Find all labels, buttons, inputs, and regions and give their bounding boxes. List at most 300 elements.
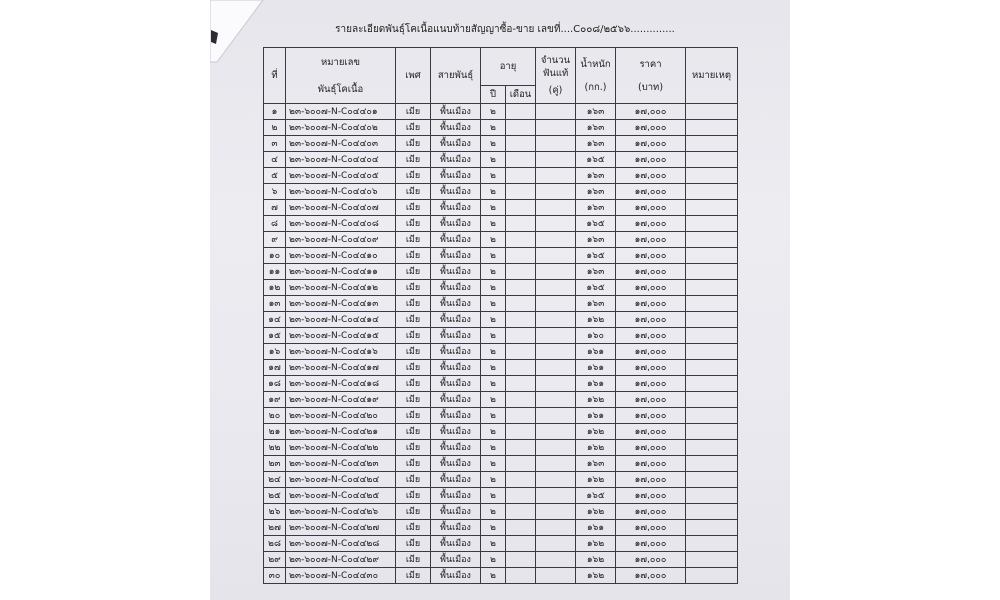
weight-cell: ๑๖๑ [576,408,616,424]
sex-cell: เมีย [396,520,431,536]
sex-cell: เมีย [396,248,431,264]
table-row [264,376,738,392]
cattle-id: ๒๓-๖๐๐๗-N-C๐๔๔๒๕ [286,488,396,504]
table-row [264,200,738,216]
row-number: ๓๐ [264,568,286,584]
weight-cell: ๑๖๒ [576,536,616,552]
cattle-id: ๒๓-๖๐๐๗-N-C๐๔๔๐๓ [286,136,396,152]
header-sex: เพศ [396,48,431,104]
cattle-id: ๒๓-๖๐๐๗-N-C๐๔๔๐๔ [286,152,396,168]
remarks-cell [686,488,738,504]
age-years-cell: ๒ [481,392,506,408]
cattle-id: ๒๓-๖๐๐๗-N-C๐๔๔๐๒ [286,120,396,136]
sex-cell: เมีย [396,216,431,232]
breed-cell: พื้นเมือง [431,472,481,488]
sex-cell: เมีย [396,312,431,328]
price-cell: ๑๗,๐๐๐ [616,312,686,328]
permanent-teeth-cell [536,216,576,232]
remarks-cell [686,104,738,120]
permanent-teeth-cell [536,440,576,456]
header-age-months: เดือน [506,86,536,104]
permanent-teeth-cell [536,264,576,280]
breed-cell: พื้นเมือง [431,488,481,504]
header-breed: สายพันธุ์ [431,48,481,104]
row-number: ๓ [264,136,286,152]
cattle-id: ๒๓-๖๐๐๗-N-C๐๔๔๑๕ [286,328,396,344]
permanent-teeth-cell [536,296,576,312]
table-row [264,184,738,200]
age-months-cell [506,232,536,248]
age-months-cell [506,552,536,568]
table-row [264,568,738,584]
permanent-teeth-cell [536,536,576,552]
table-body [264,104,738,584]
age-years-cell: ๒ [481,104,506,120]
remarks-cell [686,248,738,264]
weight-cell: ๑๖๒ [576,440,616,456]
breed-cell: พื้นเมือง [431,200,481,216]
cattle-id: ๒๓-๖๐๐๗-N-C๐๔๔๒๙ [286,552,396,568]
row-number: ๑๖ [264,344,286,360]
age-months-cell [506,152,536,168]
row-number: ๒๘ [264,536,286,552]
weight-cell: ๑๖๓ [576,232,616,248]
price-cell: ๑๗,๐๐๐ [616,280,686,296]
row-number: ๔ [264,152,286,168]
age-months-cell [506,200,536,216]
cattle-id: ๒๓-๖๐๐๗-N-C๐๔๔๑๗ [286,360,396,376]
table-row [264,120,738,136]
remarks-cell [686,456,738,472]
weight-cell: ๑๖๕ [576,488,616,504]
breed-cell: พื้นเมือง [431,440,481,456]
breed-cell: พื้นเมือง [431,376,481,392]
sex-cell: เมีย [396,376,431,392]
sex-cell: เมีย [396,200,431,216]
permanent-teeth-cell [536,552,576,568]
remarks-cell [686,552,738,568]
weight-cell: ๑๖๑ [576,344,616,360]
price-cell: ๑๗,๐๐๐ [616,168,686,184]
age-years-cell: ๒ [481,424,506,440]
age-months-cell [506,280,536,296]
weight-cell: ๑๖๓ [576,136,616,152]
remarks-cell [686,232,738,248]
breed-cell: พื้นเมือง [431,184,481,200]
age-years-cell: ๒ [481,520,506,536]
sex-cell: เมีย [396,504,431,520]
sex-cell: เมีย [396,424,431,440]
price-cell: ๑๗,๐๐๐ [616,248,686,264]
remarks-cell [686,328,738,344]
header-teeth-line1: จำนวน [540,55,571,66]
header-weight-label: น้ำหนัก [580,58,611,70]
cattle-id: ๒๓-๖๐๐๗-N-C๐๔๔๒๓ [286,456,396,472]
age-months-cell [506,312,536,328]
weight-cell: ๑๖๓ [576,200,616,216]
header-teeth-line2: ฟันแท้ [542,68,569,79]
price-cell: ๑๗,๐๐๐ [616,200,686,216]
permanent-teeth-cell [536,328,576,344]
age-years-cell: ๒ [481,344,506,360]
permanent-teeth-cell [536,120,576,136]
weight-cell: ๑๖๕ [576,152,616,168]
age-months-cell [506,248,536,264]
weight-cell: ๑๖๒ [576,392,616,408]
permanent-teeth-cell [536,424,576,440]
remarks-cell [686,360,738,376]
cattle-id: ๒๓-๖๐๐๗-N-C๐๔๔๑๒ [286,280,396,296]
permanent-teeth-cell [536,520,576,536]
sex-cell: เมีย [396,168,431,184]
age-months-cell [506,472,536,488]
table-row [264,424,738,440]
remarks-cell [686,312,738,328]
cattle-id: ๒๓-๖๐๐๗-N-C๐๔๔๑๓ [286,296,396,312]
remarks-cell [686,344,738,360]
weight-cell: ๑๖๒ [576,568,616,584]
sex-cell: เมีย [396,552,431,568]
remarks-cell [686,520,738,536]
age-months-cell [506,536,536,552]
sex-cell: เมีย [396,264,431,280]
breed-cell: พื้นเมือง [431,536,481,552]
breed-cell: พื้นเมือง [431,392,481,408]
price-cell: ๑๗,๐๐๐ [616,424,686,440]
age-months-cell [506,488,536,504]
breed-cell: พื้นเมือง [431,216,481,232]
age-months-cell [506,344,536,360]
cattle-details-table [263,47,738,584]
weight-cell: ๑๖๓ [576,296,616,312]
sex-cell: เมีย [396,232,431,248]
weight-cell: ๑๖๒ [576,312,616,328]
weight-cell: ๑๖๑ [576,520,616,536]
price-cell: ๑๗,๐๐๐ [616,488,686,504]
table-row [264,552,738,568]
age-years-cell: ๒ [481,456,506,472]
header-remarks: หมายเหตุ [686,48,738,104]
row-number: ๕ [264,168,286,184]
sex-cell: เมีย [396,392,431,408]
cattle-id: ๒๓-๖๐๐๗-N-C๐๔๔๐๕ [286,168,396,184]
row-number: ๒๐ [264,408,286,424]
age-months-cell [506,168,536,184]
row-number: ๑๑ [264,264,286,280]
table-row [264,168,738,184]
age-months-cell [506,456,536,472]
price-cell: ๑๗,๐๐๐ [616,552,686,568]
row-number: ๑๔ [264,312,286,328]
cattle-id: ๒๓-๖๐๐๗-N-C๐๔๔๒๔ [286,472,396,488]
row-number: ๒๙ [264,552,286,568]
age-years-cell: ๒ [481,312,506,328]
age-years-cell: ๒ [481,216,506,232]
permanent-teeth-cell [536,152,576,168]
row-number: ๒๑ [264,424,286,440]
row-number: ๑๐ [264,248,286,264]
age-years-cell: ๒ [481,376,506,392]
row-number: ๑๕ [264,328,286,344]
breed-cell: พื้นเมือง [431,264,481,280]
price-cell: ๑๗,๐๐๐ [616,296,686,312]
table-row [264,280,738,296]
sex-cell: เมีย [396,104,431,120]
age-years-cell: ๒ [481,168,506,184]
weight-cell: ๑๖๕ [576,280,616,296]
weight-cell: ๑๖๒ [576,472,616,488]
permanent-teeth-cell [536,184,576,200]
weight-cell: ๑๖๓ [576,168,616,184]
age-years-cell: ๒ [481,296,506,312]
age-years-cell: ๒ [481,184,506,200]
remarks-cell [686,120,738,136]
row-number: ๒๔ [264,472,286,488]
table-row [264,504,738,520]
table-row [264,520,738,536]
table-row [264,248,738,264]
weight-cell: ๑๖๑ [576,360,616,376]
sex-cell: เมีย [396,328,431,344]
price-cell: ๑๗,๐๐๐ [616,184,686,200]
remarks-cell [686,296,738,312]
permanent-teeth-cell [536,168,576,184]
price-cell: ๑๗,๐๐๐ [616,376,686,392]
breed-cell: พื้นเมือง [431,168,481,184]
permanent-teeth-cell [536,568,576,584]
sex-cell: เมีย [396,456,431,472]
breed-cell: พื้นเมือง [431,248,481,264]
price-cell: ๑๗,๐๐๐ [616,568,686,584]
remarks-cell [686,280,738,296]
price-cell: ๑๗,๐๐๐ [616,456,686,472]
cattle-id: ๒๓-๖๐๐๗-N-C๐๔๔๐๘ [286,216,396,232]
permanent-teeth-cell [536,344,576,360]
weight-cell: ๑๖๒ [576,552,616,568]
age-years-cell: ๒ [481,136,506,152]
permanent-teeth-cell [536,456,576,472]
breed-cell: พื้นเมือง [431,568,481,584]
sex-cell: เมีย [396,152,431,168]
breed-cell: พื้นเมือง [431,344,481,360]
row-number: ๑๒ [264,280,286,296]
remarks-cell [686,536,738,552]
remarks-cell [686,392,738,408]
table-row [264,360,738,376]
sex-cell: เมีย [396,280,431,296]
breed-cell: พื้นเมือง [431,424,481,440]
row-number: ๒๗ [264,520,286,536]
age-months-cell [506,376,536,392]
age-months-cell [506,328,536,344]
age-years-cell: ๒ [481,248,506,264]
breed-cell: พื้นเมือง [431,120,481,136]
table-row [264,264,738,280]
age-years-cell: ๒ [481,328,506,344]
header-price-unit: (บาท) [637,81,664,93]
permanent-teeth-cell [536,360,576,376]
row-number: ๒๒ [264,440,286,456]
price-cell: ๑๗,๐๐๐ [616,264,686,280]
cattle-id: ๒๓-๖๐๐๗-N-C๐๔๔๑๑ [286,264,396,280]
age-years-cell: ๒ [481,488,506,504]
header-teeth [536,48,576,104]
breed-cell: พื้นเมือง [431,520,481,536]
cattle-id: ๒๓-๖๐๐๗-N-C๐๔๔๑๖ [286,344,396,360]
permanent-teeth-cell [536,504,576,520]
age-years-cell: ๒ [481,360,506,376]
remarks-cell [686,264,738,280]
breed-cell: พื้นเมือง [431,152,481,168]
age-months-cell [506,120,536,136]
weight-cell: ๑๖๑ [576,376,616,392]
sex-cell: เมีย [396,184,431,200]
remarks-cell [686,216,738,232]
remarks-cell [686,424,738,440]
permanent-teeth-cell [536,376,576,392]
age-months-cell [506,424,536,440]
header-age: อายุ [481,48,536,86]
weight-cell: ๑๖๓ [576,264,616,280]
remarks-cell [686,440,738,456]
age-months-cell [506,360,536,376]
age-years-cell: ๒ [481,552,506,568]
table-row [264,216,738,232]
cattle-id: ๒๓-๖๐๐๗-N-C๐๔๔๐๙ [286,232,396,248]
table-row [264,104,738,120]
remarks-cell [686,504,738,520]
breed-cell: พื้นเมือง [431,456,481,472]
age-years-cell: ๒ [481,264,506,280]
permanent-teeth-cell [536,312,576,328]
remarks-cell [686,408,738,424]
price-cell: ๑๗,๐๐๐ [616,440,686,456]
cattle-id: ๒๓-๖๐๐๗-N-C๐๔๔๐๑ [286,104,396,120]
header-age-years: ปี [481,86,506,104]
age-months-cell [506,568,536,584]
price-cell: ๑๗,๐๐๐ [616,472,686,488]
header-teeth-unit: (คู่) [548,85,563,96]
table-row [264,136,738,152]
permanent-teeth-cell [536,472,576,488]
weight-cell: ๑๖๓ [576,184,616,200]
sex-cell: เมีย [396,536,431,552]
table-row [264,312,738,328]
table-row [264,392,738,408]
price-cell: ๑๗,๐๐๐ [616,536,686,552]
row-number: ๑๗ [264,360,286,376]
age-years-cell: ๒ [481,504,506,520]
weight-cell: ๑๖๒ [576,504,616,520]
cattle-id: ๒๓-๖๐๐๗-N-C๐๔๔๒๗ [286,520,396,536]
price-cell: ๑๗,๐๐๐ [616,360,686,376]
cattle-id: ๒๓-๖๐๐๗-N-C๐๔๔๒๐ [286,408,396,424]
breed-cell: พื้นเมือง [431,552,481,568]
table-row [264,328,738,344]
permanent-teeth-cell [536,104,576,120]
weight-cell: ๑๖๕ [576,216,616,232]
remarks-cell [686,184,738,200]
permanent-teeth-cell [536,488,576,504]
age-months-cell [506,440,536,456]
weight-cell: ๑๖๐ [576,328,616,344]
cattle-id: ๒๓-๖๐๐๗-N-C๐๔๔๒๘ [286,536,396,552]
price-cell: ๑๗,๐๐๐ [616,152,686,168]
age-months-cell [506,184,536,200]
age-years-cell: ๒ [481,472,506,488]
cattle-id: ๒๓-๖๐๐๗-N-C๐๔๔๑๐ [286,248,396,264]
age-months-cell [506,264,536,280]
remarks-cell [686,152,738,168]
document-title: รายละเอียดพันธุ์โคเนื้อแนบท้ายสัญญาซื้อ-ขาย เลขที่....C๐๐๘/๒๕๖๖.............. [335,24,675,35]
sex-cell: เมีย [396,344,431,360]
sex-cell: เมีย [396,440,431,456]
breed-cell: พื้นเมือง [431,296,481,312]
remarks-cell [686,376,738,392]
row-number: ๖ [264,184,286,200]
age-years-cell: ๒ [481,280,506,296]
header-id-line1: หมายเลข [321,56,360,68]
price-cell: ๑๗,๐๐๐ [616,216,686,232]
document-photo [210,0,790,600]
row-number: ๑๘ [264,376,286,392]
cattle-id: ๒๓-๖๐๐๗-N-C๐๔๔๓๐ [286,568,396,584]
sex-cell: เมีย [396,472,431,488]
age-years-cell: ๒ [481,232,506,248]
age-years-cell: ๒ [481,200,506,216]
cattle-id: ๒๓-๖๐๐๗-N-C๐๔๔๑๘ [286,376,396,392]
row-number: ๑๙ [264,392,286,408]
row-number: ๒๕ [264,488,286,504]
sex-cell: เมีย [396,568,431,584]
cattle-id: ๒๓-๖๐๐๗-N-C๐๔๔๑๔ [286,312,396,328]
cattle-id: ๒๓-๖๐๐๗-N-C๐๔๔๒๑ [286,424,396,440]
age-months-cell [506,408,536,424]
age-years-cell: ๒ [481,120,506,136]
age-months-cell [506,392,536,408]
row-number: ๒ [264,120,286,136]
sex-cell: เมีย [396,488,431,504]
price-cell: ๑๗,๐๐๐ [616,408,686,424]
remarks-cell [686,136,738,152]
permanent-teeth-cell [536,136,576,152]
cattle-id: ๒๓-๖๐๐๗-N-C๐๔๔๑๙ [286,392,396,408]
cattle-id: ๒๓-๖๐๐๗-N-C๐๔๔๒๒ [286,440,396,456]
permanent-teeth-cell [536,200,576,216]
weight-cell: ๑๖๓ [576,456,616,472]
table-row [264,440,738,456]
header-no: ที่ [264,48,286,104]
header-weight [576,48,616,104]
age-years-cell: ๒ [481,536,506,552]
row-number: ๒๖ [264,504,286,520]
price-cell: ๑๗,๐๐๐ [616,344,686,360]
price-cell: ๑๗,๐๐๐ [616,120,686,136]
sex-cell: เมีย [396,360,431,376]
table-header [264,48,738,104]
permanent-teeth-cell [536,232,576,248]
age-months-cell [506,104,536,120]
age-years-cell: ๒ [481,152,506,168]
cattle-id: ๒๓-๖๐๐๗-N-C๐๔๔๐๖ [286,184,396,200]
price-cell: ๑๗,๐๐๐ [616,392,686,408]
breed-cell: พื้นเมือง [431,408,481,424]
breed-cell: พื้นเมือง [431,360,481,376]
weight-cell: ๑๖๓ [576,104,616,120]
price-cell: ๑๗,๐๐๐ [616,232,686,248]
remarks-cell [686,568,738,584]
header-id-line2: พันธุ์โคเนื้อ [317,83,364,95]
